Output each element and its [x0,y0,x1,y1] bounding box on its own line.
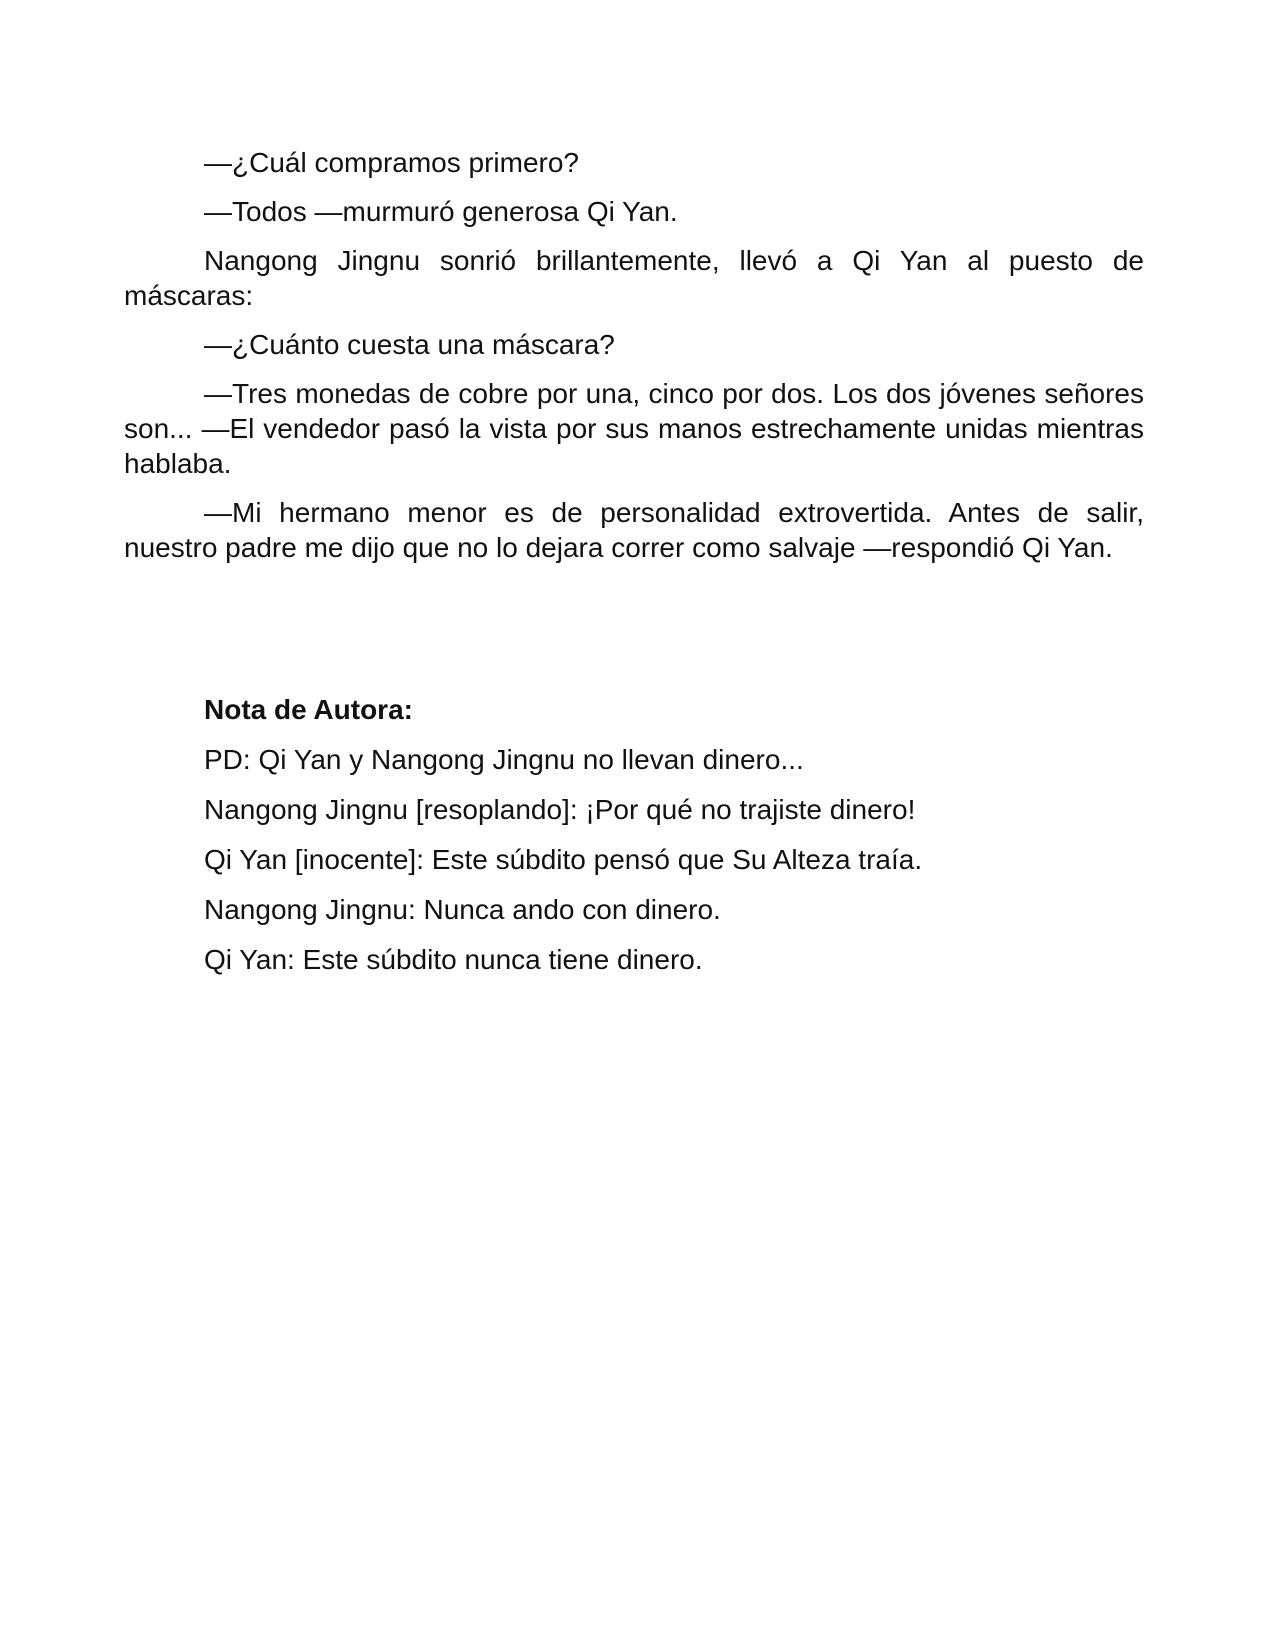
story-text [124,145,1144,579]
author-note-line: Nangong Jingnu: Nunca ando con dinero. [204,894,721,925]
author-note [204,692,1144,992]
paragraph: —Mi hermano menor es de personalidad extrovertida. Antes de salir, nuestro padre me dijo que no lo dejara correr como salvaje —respondió Qi Yan. [124,497,1144,563]
author-note-line: Qi Yan: Este súbdito nunca tiene dinero. [204,944,703,975]
paragraph: Nangong Jingnu sonrió brillantemente, llevó a Qi Yan al puesto de máscaras: [124,245,1144,311]
author-note-line: Nangong Jingnu [resoplando]: ¡Por qué no trajiste dinero! [204,794,916,825]
paragraph: —Tres monedas de cobre por una, cinco por dos. Los dos jóvenes señores son... —El vendedor pasó la vista por sus manos estrechamente unidas mientras hablaba. [124,378,1144,479]
paragraph: —Todos —murmuró generosa Qi Yan. [204,196,678,227]
author-note-line: PD: Qi Yan y Nangong Jingnu no llevan dinero... [204,744,804,775]
author-note-title: Nota de Autora: [204,694,413,725]
paragraph: —¿Cuál compramos primero? [204,147,579,178]
paragraph: —¿Cuánto cuesta una máscara? [204,329,615,360]
author-note-line: Qi Yan [inocente]: Este súbdito pensó que Su Alteza traía. [204,844,923,875]
